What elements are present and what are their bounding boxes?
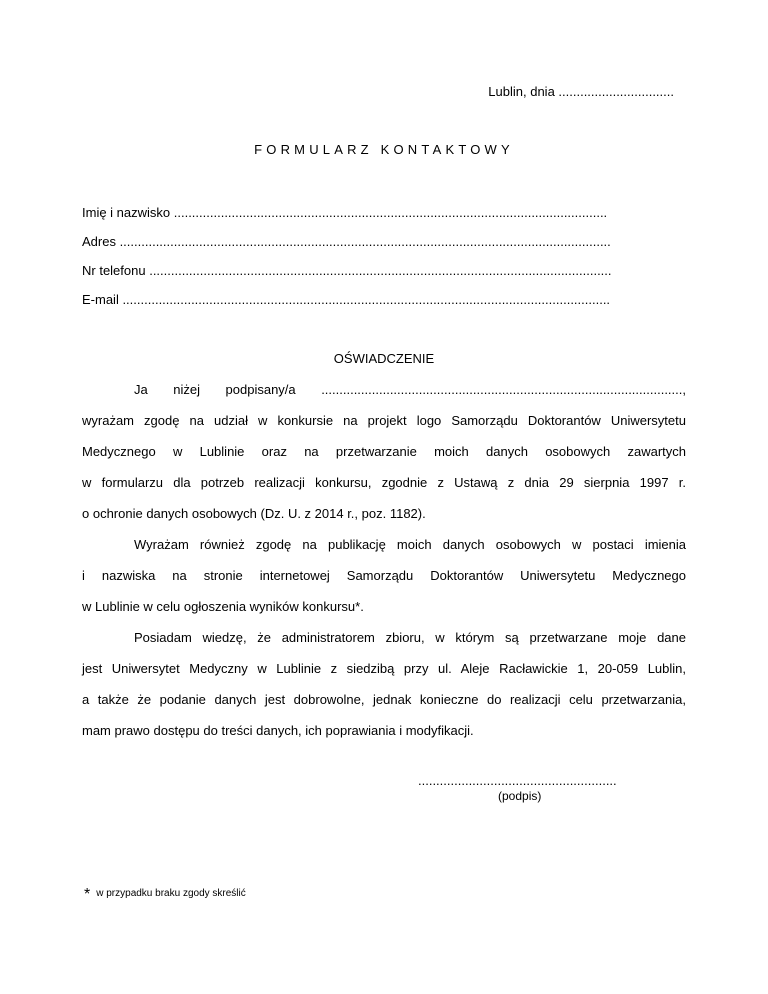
statement-heading: OŚWIADCZENIE	[333, 351, 435, 366]
place-date-line: Lublin, dnia ................................	[488, 84, 674, 99]
form-title: FORMULARZ KONTAKTOWY	[254, 142, 514, 157]
statement-paragraph-consent	[82, 374, 686, 529]
paragraph-line: o ochronie danych osobowych (Dz. U. z 2014 r., poz. 1182).	[82, 506, 426, 521]
paragraph-line: Ja niżej podpisany/a ....................................................................................................,	[134, 382, 686, 397]
statement-paragraph-administrator	[82, 622, 686, 746]
footnote-text: w przypadku braku zgody skreślić	[96, 888, 246, 899]
paragraph-line: w Lublinie w celu ogłoszenia wyników konkursu*.	[82, 599, 364, 614]
paragraph-line: Medycznego w Lublinie oraz na przetwarzanie moich danych osobowych zawartych	[82, 444, 686, 459]
email-field-line: E-mail .......................................................................................................................................	[82, 292, 611, 307]
paragraph-line: Wyrażam również zgodę na publikację moich danych osobowych w postaci imienia	[134, 537, 686, 552]
paragraph-line: Posiadam wiedzę, że administratorem zbioru, w którym są przetwarzane moje dane	[134, 630, 686, 645]
paragraph-line: w formularzu dla potrzeb realizacji konkursu, zgodnie z Ustawą z dnia 29 sierpnia 1997 r.	[82, 475, 686, 490]
signature-label: (podpis)	[498, 789, 542, 803]
paragraph-line: jest Uniwersytet Medyczny w Lublinie z siedzibą przy ul. Aleje Racławickie 1, 20-059 Lublin,	[82, 661, 686, 676]
signature-line: .......................................................	[418, 773, 617, 788]
footnote	[84, 886, 246, 904]
paragraph-line: mam prawo dostępu do treści danych, ich poprawiania i modyfikacji.	[82, 723, 474, 738]
footnote-mark: *	[84, 886, 91, 903]
statement-paragraph-publication	[82, 529, 686, 622]
paragraph-line: a także że podanie danych jest dobrowolne, jednak konieczne do realizacji celu przetwarzania,	[82, 692, 686, 707]
name-field-line: Imię i nazwisko ........................................................................................................................	[82, 205, 608, 220]
paragraph-line: wyrażam zgodę na udział w konkursie na projekt logo Samorządu Doktorantów Uniwersytetu	[82, 413, 686, 428]
phone-field-line: Nr telefonu ................................................................................................................................	[82, 263, 612, 278]
address-field-line: Adres ........................................................................................................................................	[82, 234, 611, 249]
paragraph-line: i nazwiska na stronie internetowej Samorządu Doktorantów Uniwersytetu Medycznego	[82, 568, 686, 583]
